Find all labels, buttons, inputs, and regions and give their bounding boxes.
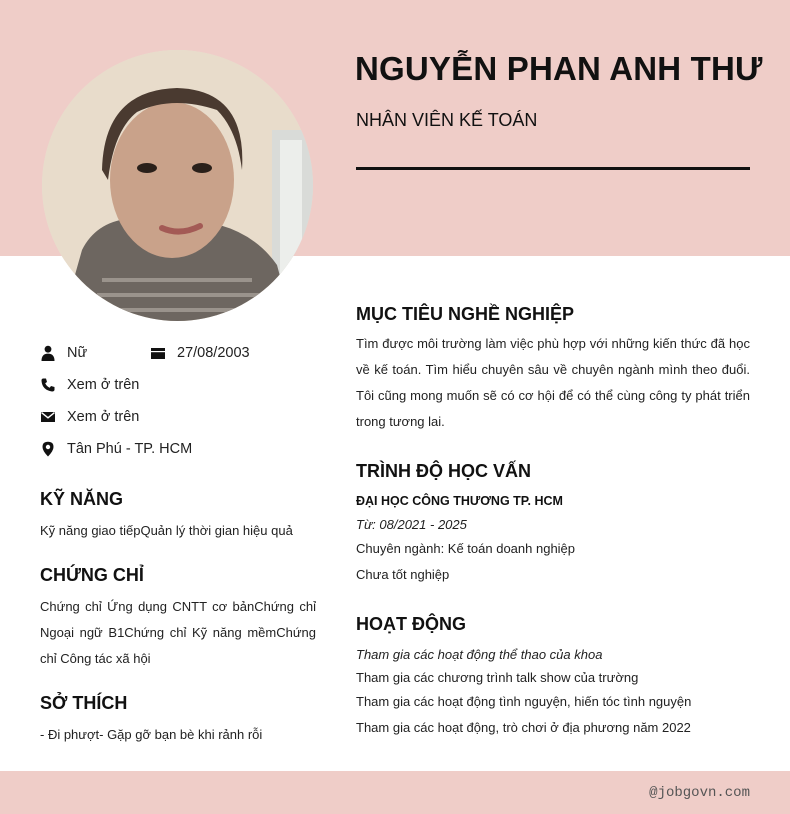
hobbies-heading: SỞ THÍCH: [40, 693, 128, 713]
phone-value: Xem ở trên: [67, 377, 140, 393]
skills-heading: KỸ NĂNG: [40, 489, 124, 509]
email-value: Xem ở trên: [67, 409, 140, 425]
education-period: Từ: 08/2021 - 2025: [356, 517, 467, 532]
contact-birthdate: [150, 343, 250, 363]
footer-watermark: @jobgovn.com: [649, 785, 750, 801]
activity-item: Tham gia các hoạt động thể thao của khoa: [356, 647, 603, 662]
contact-address: [40, 439, 192, 459]
certificates-heading: CHỨNG CHỈ: [40, 565, 144, 585]
hobbies-text: - Đi phượt- Gặp gỡ bạn bè khi rảnh rỗi: [40, 727, 263, 742]
portrait-image: [42, 50, 313, 321]
person-icon: [40, 345, 56, 361]
phone-icon: [40, 377, 56, 393]
email-icon: [40, 409, 56, 425]
address-value: Tân Phú - TP. HCM: [67, 441, 193, 457]
education-school: ĐẠI HỌC CÔNG THƯƠNG TP. HCM: [356, 494, 563, 508]
education-heading: TRÌNH ĐỘ HỌC VẤN: [356, 461, 531, 481]
location-pin-icon: [40, 441, 56, 457]
objective-text: Tìm được môi trường làm việc phù hợp với những kiến thức đã học về kế toán. Tìm hiểu chuyên sâu về chuyên ngành mình theo đuổi. Tôi cũng mong muốn sẽ có cơ hội để có thể cùng công ty phát triển trong tương lai.: [356, 336, 750, 429]
profile-photo: [42, 50, 313, 321]
activities-heading: HOẠT ĐỘNG: [356, 614, 466, 634]
calendar-icon: [150, 345, 166, 361]
birthdate-value: 27/08/2003: [177, 345, 250, 361]
education-status: Chưa tốt nghiệp: [356, 567, 450, 582]
job-title: NHÂN VIÊN KẾ TOÁN: [356, 110, 538, 130]
education-major: Chuyên ngành: Kế toán doanh nghiệp: [356, 541, 576, 556]
gender-value: Nữ: [67, 345, 88, 361]
activity-item: Tham gia các hoạt động tình nguyện, hiến tóc tình nguyện: [356, 694, 692, 709]
activity-item: Tham gia các hoạt động, trò chơi ở địa phương năm 2022: [356, 720, 691, 735]
candidate-name: NGUYỄN PHAN ANH THƯ: [355, 50, 763, 87]
objective-heading: MỤC TIÊU NGHỀ NGHIỆP: [356, 304, 575, 324]
contact-gender: [40, 343, 87, 363]
activity-item: Tham gia các chương trình talk show của trường: [356, 670, 639, 685]
certificates-text: Chứng chỉ Ứng dụng CNTT cơ bảnChứng chỉ Ngoại ngữ B1Chứng chỉ Kỹ năng mềmChứng chỉ Công tác xã hội: [40, 599, 316, 666]
contact-email: [40, 407, 139, 427]
contact-phone: [40, 375, 139, 395]
title-divider: [356, 167, 750, 170]
skills-text: Kỹ năng giao tiếpQuản lý thời gian hiệu quả: [40, 523, 293, 538]
